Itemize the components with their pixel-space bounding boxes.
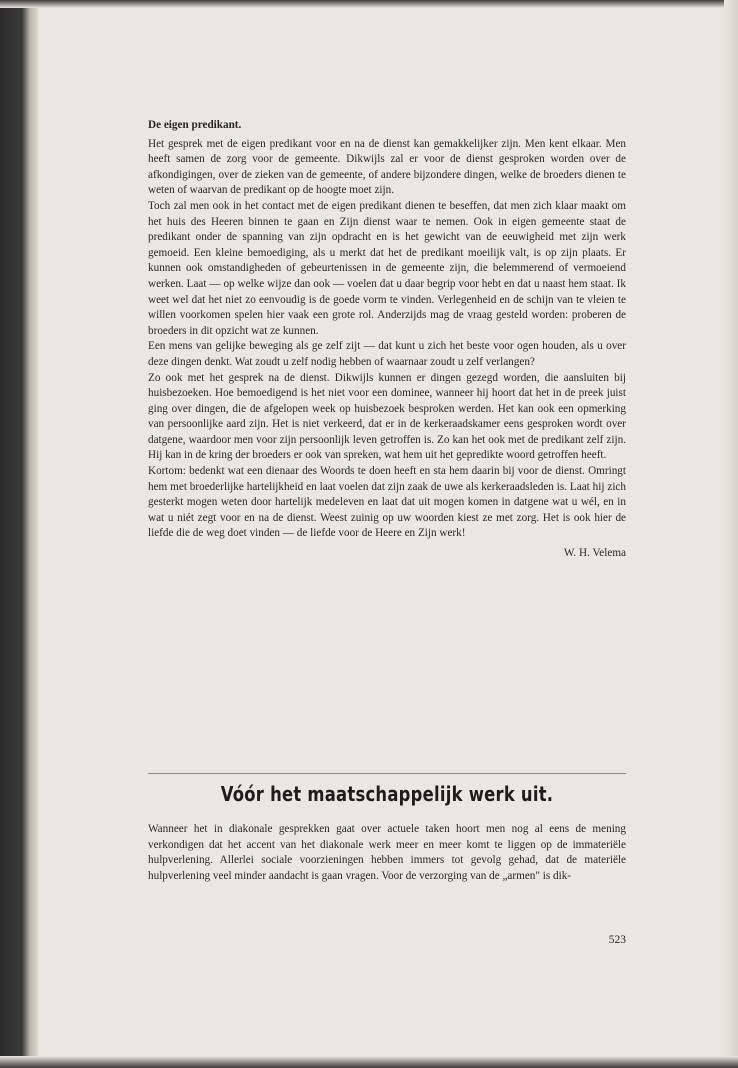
right-edge (724, 0, 738, 1068)
page-number: 523 (608, 934, 626, 946)
paragraph: Toch zal men ook in het contact met de eigen predikant dienen te beseffen, dat men zich klaar maakt om het huis des Heeren binnen te gaan en Zijn dienst waar te nemen. Ook in eigen gemeente staat de predikant onder de spanning van zijn opdracht en is het gewicht van de eeuwigheid met zijn werk gemoeid. Een kleine bemoediging, als u merkt dat het de predikant moeilijk valt, is op zijn plaats. Er kunnen ook omstandigheden of gebeurtenissen in de gemeente zijn, die belemmerend of vermoeiend werken. Laat — op welke wijze dan ook — voelen dat u daar begrip voor hebt en dat u naast hem staat. Ik weet wel dat het niet zo eenvoudig is de goede vorm te vinden. Verlegenheid en de schijn van te vleien te willen voorkomen spelen hier vaak een grote rol. Anderzijds mag de vraag gesteld worden: proberen de broeders in dit opzicht wat ze kunnen. (148, 199, 626, 337)
paragraph: Zo ook met het gesprek na de dienst. Dikwijls kunnen er dingen gezegd worden, die aansluiten bij huisbezoeken. Hoe bemoedigend is het niet voor een dominee, wanneer hij hoort dat het in de preek juist ging over dingen, die de afgelopen week op huisbezoek besproken werden. Het kan ook een opmerking van persoonlijke aard zijn. Het is niet verkeerd, dat er in de kerkeraadskamer eens gesproken wordt over datgene, waardoor men voor zijn persoonlijk leven getroffen is. Zo kan het ook met de predikant zelf zijn. Hij kan in de kring der broeders er ook van spreken, wat hem uit het gepredikte woord getroffen heeft. (148, 371, 626, 462)
section-heading: De eigen predikant. (148, 119, 242, 131)
paragraph: Kortom: bedenkt wat een dienaar des Woords te doen heeft en sta hem daarin bij voor de dienst. Omringt hem met broederlijke hartelijkheid en laat voelen dat zijn zaak de uwe als kerkeraadsleden is. Laat hij zich gesterkt mogen weten door hartelijk medeleven en laat dat uit mogen komen in datgene wat u wél, en in wat u niét zegt voor en na de dienst. Weest zuinig op uw woorden kiest ze met zorg. Het is ook hier de liefde die de weg doet vinden — de liefde voor de Heere en Zijn werk! (148, 465, 626, 540)
top-edge-shadow (0, 0, 738, 8)
section-divider (148, 773, 626, 774)
bottom-edge-shadow (0, 1056, 738, 1068)
section-column (148, 118, 626, 562)
article-title: Vóór het maatschappelijk werk uit. (220, 782, 554, 806)
author-signature: W. H. Velema (563, 547, 626, 560)
article-paragraph: Wanneer het in diakonale gesprekken gaat over actuele taken hoort men nog al eens de mening verkondigen dat het accent van het diakonale werk meer en meer komt te liggen op de immateriële hulpverlening. Allerlei sociale voorzieningen hebben immers tot gevolg gehad, dat de materiële hulpverlening veel minder aandacht is gaan vragen. Voor de verzorging van de „armen" is dik- (148, 823, 626, 882)
paragraph: Een mens van gelijke beweging als ge zelf zijt — dat kunt u zich het beste voor ogen houden, als u over deze dingen denkt. Wat zoudt u zelf nodig hebben of waarnaar zoudt u zelf verlangen? (148, 340, 626, 368)
binding-shadow (0, 0, 38, 1068)
article-column (148, 822, 626, 884)
paragraph: Het gesprek met de eigen predikant voor en na de dienst kan gemakkelijker zijn. Men kent elkaar. Men heeft samen de zorg voor de gemeente. Dikwijls zal er voor de dienst gesproken worden over de afkondigingen, over de zieken van de gemeente, of andere bijzondere dingen, welke de broeders dienen te weten of waarvan de predikant op de hoogte moet zijn. (148, 137, 626, 197)
